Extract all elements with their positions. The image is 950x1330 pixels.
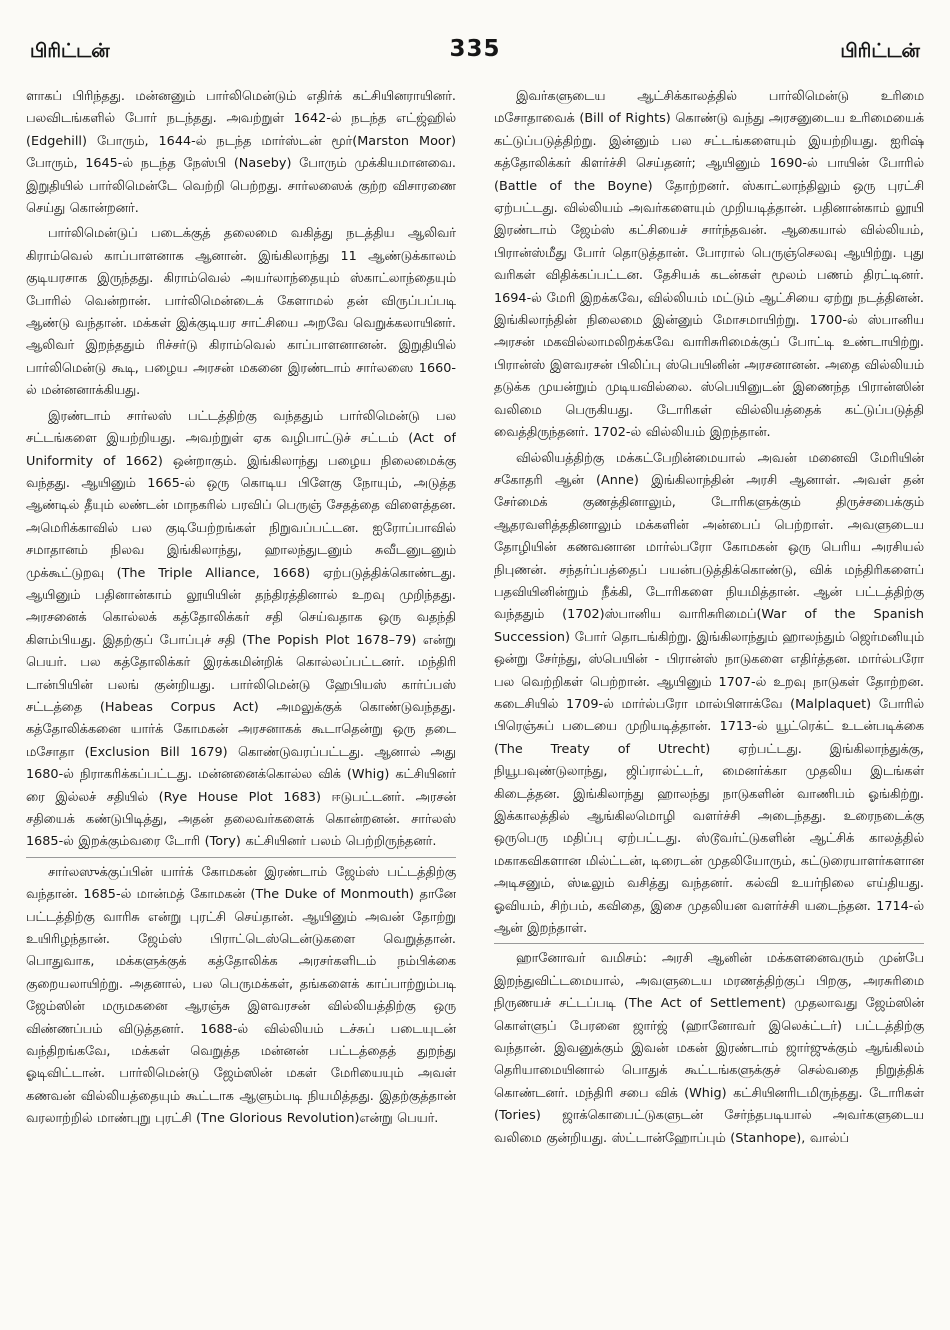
running-head-left: பிரிட்டன் [30, 40, 110, 62]
section-divider [494, 943, 924, 944]
right-column [494, 86, 924, 1301]
paragraph: ஹானோவர் வமிசம்: அரசி ஆனின் மக்களனைவரும் முன்பே இறந்துவிட்டமையால், அவளுடைய மரணத்திற்குப் பிறகு, அரசுரிமை நிருணயச் சட்டப்படி (The Act of Settlement) முதலாவது ஜேம்ஸின் கொள்ளுப் பேரனை ஜார்ஜ் (ஹானோவர் இலெக்ட்டர்) பட்டத்திற்கு வந்தான். இவனுக்கும் இவன் மகன் இரண்டாம் ஜார்ஜுக்கும் ஆங்கிலம் தெரியாமையினால் பொதுக் கூட்டங்களுக்குச் செல்வதை நிறுத்திக் கொண்டனர். மந்திரி சபை விக் (Whig) கட்சியினரிடமிருந்தது. டோரிகள் (Tories) ஜாக்கொபைட்டுகளுடன் சேர்ந்தபடியால் அவர்களுடைய வலிமை குன்றியது. ஸ்ட்டான்ஹோப்பும் (Stanhope), வால்ப் [494, 951, 924, 1146]
paragraph: பார்லிமென்டுப் படைக்குத் தலைமை வகித்து நடத்திய ஆலிவர் கிராம்வெல் காப்பாளனாக ஆனான். இங்கிலாந்து 11 ஆண்டுக்காலம் குடியரசாக இருந்தது. கிராம்வெல் அயர்லாந்தையும் ஸ்காட்லாந்தையும் போரில் வென்றான். பார்லிமென்டைக் கேளாமல் தன் விருப்பப்படி ஆண்டு வந்தான். மக்கள் இக்குடியர சாட்சியை அறவே வெறுக்கலாயினர். ஆலிவர் இறந்ததும் ரிச்சர்டு கிராம்வெல் காப்பாளனானன். இறுதியில் பார்லிமென்டு கூடி, பழைய அரசன் மகனை இரண்டாம் சார்லஸை 1660-ல் மன்னனாக்கியது. [26, 226, 456, 399]
paragraph: சார்லஸுக்குப்பின் யார்க் கோமகன் இரண்டாம் ஜேம்ஸ் பட்டத்திற்கு வந்தான். 1685-ல் மான்மத் கோமகன் (The Duke of Monmouth) தானே பட்டத்திற்கு வாரிசு என்று புரட்சி செய்தான். ஆயினும் அவன் தோற்று உயிரிழந்தான். ஜேம்ஸ் பிராட்டெஸ்டென்டுகளை வெறுத்தான். பொதுவாக, மக்களுக்குக் கத்தோலிக்க அரசர்களிடம் நம்பிக்கை குறையலாயிற்று. அதனால், பல பெருமக்கள், தங்களைக் காப்பாற்றும்படி ஜேம்ஸின் மருமகனை ஆரஞ்சு இளவரசன் வில்லியத்திற்கு ஒரு விண்ணப்பம் விடுத்தனர். 1688-ல் வில்லியம் டச்சுப் படையுடன் வந்திறங்கவே, மக்கள் வெறுத்த மன்னன் பட்டத்தைத் துறந்து ஓடிவிட்டான். பார்லிமென்டு ஜேம்ஸின் மகள் மேரியையும் அவள் கணவன் வில்லியத்தையும் கூட்டாக ஆளும்படி நியமித்தது. இதற்குத்தான் வரலாற்றில் மாண்புறு புரட்சி (Tne Glorious Revolution)என்று பெயர். [26, 864, 456, 1127]
paragraph: இவர்களுடைய ஆட்சிக்காலத்தில் பார்லிமென்டு உரிமை மசோதாவைக் (Bill of Rights) கொண்டு வந்து அரசனுடைய உரிமையைக் கட்டுப்படுத்திற்று. இன்னும் பல சட்டங்களையும் இயற்றியது. ஐரிஷ் கத்தோலிக்கர் கிளர்ச்சி செய்தனர்; ஆயினும் 1690-ல் பாயின் போரில் (Battle of the Boyne) தோற்றனர். ஸ்காட்லாந்திலும் ஒரு புரட்சி ஏற்பட்டது. வில்லியம் அவர்களையும் முறியடித்தான். பதினான்காம் லூயி இரண்டாம் ஜேம்ஸ் கட்சியைச் சார்ந்தவன். ஆகையால் வில்லியம், பிரான்ஸ்மீது போர் தொடுத்தான். போரால் பெருஞ்செலவு ஆயிற்று. புது வரிகள் விதிக்கப்பட்டன. தேசியக் கடன்கள் மூலம் பணம் திரட்டினர். 1694-ல் மேரி இறக்கவே, வில்லியம் மட்டும் ஆட்சியை ஏற்று நடத்தினன். இங்கிலாந்தின் நிலைமை இன்னும் மோசமாயிற்று. 1700-ல் ஸ்பானிய அரசன் மகவில்லாமலிறக்கவே வாரிசுரிமைக்குப் போட்டி உண்டாயிற்று. பிரான்ஸ் இளவரசன் பிலிப்பு ஸ்பெயினின் அரசனானன். அதை வில்லியம் தடுக்க முயன்றும் முடியவில்லை. ஸ்பெயினுடன் இணைந்த பிரான்ஸின் வலிமை பெருகியது. டோரிகள் வில்லியத்தைக் கட்டுப்படுத்தி வைத்திருந்தனர். 1702-ல் வில்லியம் இறந்தான். [494, 89, 924, 441]
paragraph: வில்லியத்திற்கு மக்கட்பேறின்மையால் அவன் மனைவி மேரியின் சகோதரி ஆன் (Anne) இங்கிலாந்தின் அரசி ஆனாள். அவள் தன் சேர்மைக் குணத்தினாலும், டோரிகளுக்கும் திருச்சபைக்கும் ஆதரவளித்ததினாலும் மக்களின் அன்பைப் பெற்றாள். அவளுடைய தோழியின் கணவனான மார்ல்பரோ கோமகன் ஒரு பெரிய அரசியல் நிபுணன். சந்தர்ப்பத்தைப் பயன்படுத்திக்கொண்டு, விக் மந்திரிகளைப் பதவியினின்றும் நீக்கி, டோரிகளை நியமித்தான். ஆன் பட்டத்திற்கு வந்ததும் (1702)ஸ்பானிய வாரிசுரிமைப்(War of the Spanish Succession) போர் தொடங்கிற்று. இங்கிலாந்தும் ஹாலந்தும் ஜெர்மனியும் ஒன்று சேர்ந்து, ஸ்பெயின் - பிரான்ஸ் நாடுகளை எதிர்த்தன. மார்ல்பரோ பல வெற்றிகள் பெற்றான். ஆயினும் 1707-ல் உறவு நாடுகள் தோற்றன. கடைசியில் 1709-ல் மார்ல்பரோ மால்பிளாக்வே (Malplaquet) போரில் பிரெஞ்சுப் படையை முறியடித்தான். 1713-ல் யூட்ரெக்ட் உடன்படிக்கை (The Treaty of Utrecht) ஏற்பட்டது. இங்கிலாந்துக்கு, நியூபவுண்டுலாந்து, ஜிப்ரால்ட்டர், மைனர்க்கா முதலிய இடங்கள் கிடைத்தன. இங்கிலாந்து ஹாலந்து நாடுகளின் வாணிபம் ஓங்கிற்று. இக்காலத்தில் ஆங்கிலமொழி வளர்ச்சி அடைந்தது. உரைநடைக்கு ஒருபெரு மதிப்பு ஏற்பட்டது. ஸ்டூவர்ட்டுகளின் ஆட்சிக் காலத்தில் மகாகவிகளான மில்ட்டன், டிரைடன் முதலியோரும், கட்டுரையாளர்களான அடிசனும், ஸ்டீலும் வசித்து வந்தனர். கல்வி உயர்நிலை எய்தியது. ஓவியம், சிற்பம், கவிதை, இசை முதலியன வளர்ச்சி யடைந்தன. 1714-ல் ஆன் இறந்தாள். [494, 450, 924, 937]
paragraph: ளாகப் பிரிந்தது. மன்னனும் பார்லிமென்டும் எதிர்க் கட்சியினராயினர். பலவிடங்களில் போர் நடந்தது. அவற்றுள் 1642-ல் நடந்த எட்ஜ்ஹில் (Edgehill) போரும், 1644-ல் நடந்த மார்ஸ்டன் மூர்(Marston Moor) போரும், 1645-ல் நடந்த நேஸ்பி (Naseby) போரும் முக்கியமானவை. இறுதியில் பார்லிமென்டே வெற்றி பெற்றது. சார்லஸைக் குற்ற விசாரணை செய்து கொன்றனர். [26, 89, 456, 217]
section-divider [26, 857, 456, 858]
text-columns [26, 86, 924, 1301]
page-header [26, 36, 924, 78]
paragraph: இரண்டாம் சார்லஸ் பட்டத்திற்கு வந்ததும் பார்லிமென்டு பல சட்டங்களை இயற்றியது. அவற்றுள் ஏக வழிபாட்டுச் சட்டம் (Act of Uniformity of 1662) ஒன்றாகும். இங்கிலாந்து பழைய நிலைமைக்கு வந்தது. ஆயினும் 1665-ல் ஒரு கொடிய பிளேகு நோயும், அடுத்த ஆண்டில் தீயும் லண்டன் மாநகரில் பரவிப் பெருஞ் சேதத்தை விளைத்தன. அமெரிக்காவில் பல குடியேற்றங்கள் நிறுவப்பட்டன. ஐரோப்பாவில் சமாதானம் நிலவ இங்கிலாந்து, ஹாலந்துடனும் சுவீடனுடனும் முக்கூட்டுறவு (The Triple Alliance, 1668) ஏற்படுத்திக்கொண்டது. ஆயினும் பதினான்காம் லூயியின் தந்திரத்தினால் உறவு முறிந்தது. அரசனைக் கொல்லக் கத்தோலிக்கர் சதி செய்வதாக ஒரு வதந்தி கிளம்பியது. இதற்குப் போப்புச் சதி (The Popish Plot 1678–79) என்று பெயர். பல கத்தோலிக்கர் இரக்கமின்றிக் கொல்லப்பட்டனர். மந்திரி டான்பியின் பலங் குன்றியது. பார்லிமென்டு ஹேபியஸ் கார்ப்பஸ் சட்டத்தை (Habeas Corpus Act) அமலுக்குக் கொண்டுவந்தது. கத்தோலிக்கனை யார்க் கோமகன் அரசனாகக் கூடாதென்று ஒரு தடை மசோதா (Exclusion Bill 1679) கொண்டுவரப்பட்டது. ஆனால் அது 1680-ல் நிராகரிக்கப்பட்டது. மன்னனைக்கொல்ல விக் (Whig) கட்சியினர் ரை இல்லச் சதியில் (Rye House Plot 1683) ஈடுபட்டனர். அரசன் சதியைக் கண்டுபிடித்து, அதன் தலைவர்களைக் கொன்றனன். சார்லஸ் 1685-ல் இறக்கும்வரை டோரி (Tory) கட்சியினர் பலம் பெற்றிருந்தனர். [26, 408, 456, 850]
running-head-right: பிரிட்டன் [840, 40, 920, 62]
page-number: 335 [449, 36, 501, 62]
left-column [26, 86, 456, 1301]
